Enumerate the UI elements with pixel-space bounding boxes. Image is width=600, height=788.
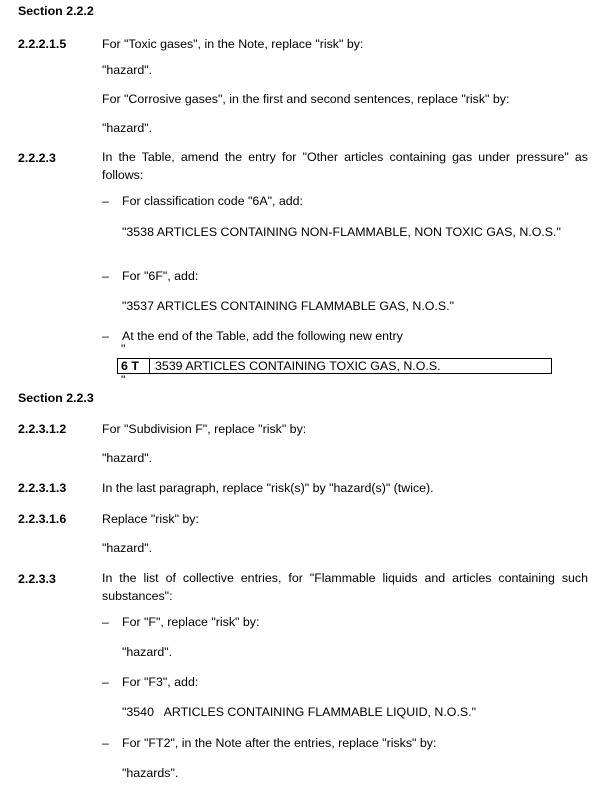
quote-text: "hazard". [102,541,153,555]
para-text: In the Table, amend the entry for "Other articles containing gas under pressure" as follows: [102,150,588,182]
para-text: For "Corrosive gases", in the first and second sentences, replace "risk" by: [102,92,510,106]
bullet-dash: – [102,615,109,629]
para-number: 2.2.3.1.3 [18,481,67,495]
para-text: Replace "risk" by: [102,512,199,526]
close-quote: " [121,373,126,387]
para-number: 2.2.3.3 [18,572,56,586]
quote-text: "hazard". [102,451,153,465]
bullet-dash: – [102,269,109,283]
para-number: 2.2.3.1.2 [18,422,67,436]
quote-text: "hazard". [122,645,173,659]
para-text: For "Toxic gases", in the Note, replace "risk" by: [102,37,364,51]
para-text: For "Subdivision F", replace "risk" by: [102,422,307,436]
bullet-text: For "6F", add: [122,269,199,283]
quote-text: "3537 ARTICLES CONTAINING FLAMMABLE GAS, N.O.S." [122,299,454,313]
para-number: 2.2.3.1.6 [18,512,67,526]
bullet-dash: – [102,329,109,343]
bullet-dash: – [102,194,109,208]
bullet-text: At the end of the Table, add the following new entry [122,329,403,343]
quote-text: "3540 ARTICLES CONTAINING FLAMMABLE LIQUID, N.O.S." [122,705,476,719]
open-quote: " [121,342,126,356]
bullet-dash: – [102,675,109,689]
quote-text: "hazards". [122,766,179,780]
bullet-text: For "F3", add: [122,675,199,689]
quote-text: "3538 ARTICLES CONTAINING NON-FLAMMABLE, NON TOXIC GAS, N.O.S." [122,225,561,239]
section-heading-2-2-2: Section 2.2.2 [18,4,94,18]
quote-text: "hazard". [102,63,153,77]
para-text: In the last paragraph, replace "risk(s)" by "hazard(s)" (twice). [102,481,434,495]
bullet-dash: – [102,736,109,750]
table-entry-cell: 3539 ARTICLES CONTAINING TOXIC GAS, N.O.S. [155,359,441,373]
bullet-text: For "FT2", in the Note after the entries, replace "risks" by: [122,736,437,750]
para-number: 2.2.2.3 [18,151,56,165]
bullet-text: For classification code "6A", add: [122,194,303,208]
bullet-text: For "F", replace "risk" by: [122,615,260,629]
para-number: 2.2.2.1.5 [18,37,67,51]
table-code-cell: 6 T [118,359,150,373]
quote-text: "hazard". [102,121,153,135]
new-entry-table [117,358,552,374]
para-text: In the list of collective entries, for "Flammable liquids and articles containing such substances": [102,571,588,603]
section-heading-2-2-3: Section 2.2.3 [18,391,94,405]
